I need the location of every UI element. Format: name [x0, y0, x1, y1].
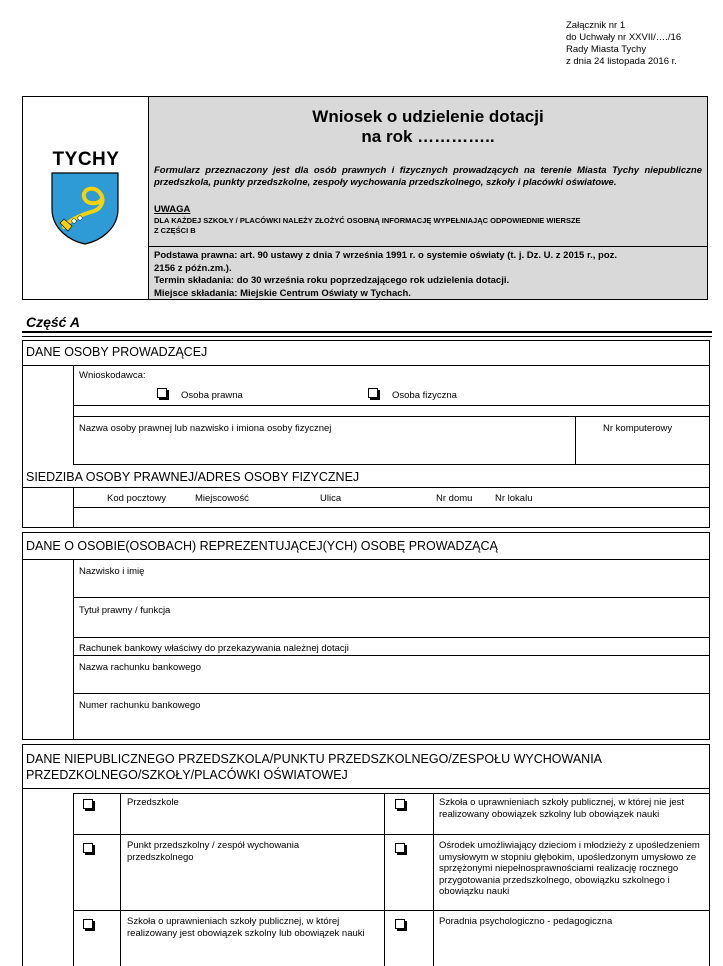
divider: [73, 793, 74, 966]
section-title: DANE O OSOBIE(OSOBACH) REPREZENTUJĄCEJ(YCH) OSOBĘ PROWADZĄCĄ: [26, 539, 498, 553]
name-label: Nazwisko i imię: [79, 566, 145, 577]
logo-cell: [23, 97, 149, 299]
annex-line: Rady Miasta Tychy: [566, 44, 647, 55]
annex-line: Załącznik nr 1: [566, 20, 626, 31]
uwaga-text: DLA KAŻDEJ SZKOŁY / PLACÓWKI NALEŻY ZŁOŻYĆ OSOBNĄ INFORMACJĘ WYPEŁNIAJĄC ODPOWIEDNIE WIERSZE: [154, 216, 581, 225]
basis-line: Podstawa prawna: art. 90 ustawy z dnia 7 września 1991 r. o systemie oświaty (t. j. Dz. U. z 2015 r., poz.: [154, 250, 618, 261]
divider: [73, 559, 74, 740]
operator-name-label: Nazwa osoby prawnej lub nazwisko i imiona osoby fizycznej: [79, 423, 332, 434]
divider: [22, 487, 710, 488]
postal-code-label: Kod pocztowy: [107, 493, 167, 504]
account-name-label: Nazwa rachunku bankowego: [79, 662, 201, 673]
applicant-label: Wnioskodawca:: [79, 370, 146, 381]
city-logo-text: TYCHY: [52, 149, 120, 170]
school-obligation-label: Szkoła o uprawnieniach szkoły publicznej, w której realizowany jest obowiązek szkolny lub obowiązek nauki: [127, 916, 365, 939]
divider: [22, 788, 710, 789]
kindergarten-label: Przedszkole: [127, 797, 179, 808]
section-title: DANE OSOBY PROWADZĄCEJ: [26, 345, 208, 359]
street-label: Ulica: [320, 493, 342, 504]
divider: [73, 793, 710, 794]
section-title: PRZEDZKOLNEGO/SZKOŁY/PLACÓWKI OŚWIATOWEJ: [26, 768, 348, 782]
computer-number-label: Nr komputerowy: [603, 423, 673, 434]
basis-line: 2156 z późn.zm.).: [154, 262, 232, 274]
bank-account-heading: Rachunek bankowy właściwy do przekazywania należnej dotacji: [79, 643, 349, 654]
divider: [73, 637, 710, 638]
form-title: Wniosek o udzielenie dotacji: [312, 107, 544, 126]
divider: [22, 336, 712, 337]
house-number-label: Nr domu: [436, 493, 473, 504]
divider: [73, 405, 710, 406]
special-center-label: Ośrodek umożliwiający dzieciom i młodzieży z upośledzeniem umysłowym w stopniu głębokim, upośledzonym umysłowo ze sprzężonymi niepełnosprawnościami realizację rocznego przygotowania przedszkolnego, obowiązku szkolnego i obowiązku nauki: [439, 840, 700, 897]
section-title: SIEDZIBA OSOBY PRAWNEJ/ADRES OSOBY FIZYCZNEJ: [26, 470, 360, 484]
address-field[interactable]: [73, 507, 710, 528]
deadline-text: Termin składania: do 30 września roku poprzedzającego rok udzielenia dotacji.: [154, 275, 510, 286]
special-center-checkbox[interactable]: [395, 843, 405, 853]
school-obligation-checkbox[interactable]: [83, 919, 93, 929]
legal-basis: [154, 250, 702, 300]
annex-line: z dnia 24 listopada 2016 r.: [566, 56, 677, 67]
legal-person-label: Osoba prawna: [181, 390, 243, 401]
school-no-obligation-checkbox[interactable]: [395, 799, 405, 809]
annex-note: [566, 20, 681, 68]
uwaga-label: UWAGA: [154, 204, 191, 215]
part-a-heading: Część A: [26, 314, 80, 330]
divider: [433, 793, 434, 966]
form-title-year: na rok …………..: [361, 127, 495, 146]
form-header: [22, 96, 708, 300]
form-description: Formularz przeznaczony jest dla osób prawnych i fizycznych prowadzących na terenie Miasta Tychy niepubliczne przedszkola, punkty przedszkolne, zespoły wychowania przedszkolnego, szkoły i placówki oświatowe.: [154, 165, 702, 188]
kindergarten-checkbox[interactable]: [83, 799, 93, 809]
divider: [22, 559, 710, 560]
natural-person-checkbox[interactable]: [368, 388, 378, 398]
divider: [73, 693, 710, 694]
divider: [22, 365, 710, 366]
annex-line: do Uchwały nr XXVII/…./16: [566, 32, 682, 43]
preschool-point-checkbox[interactable]: [83, 843, 93, 853]
legal-person-checkbox[interactable]: [157, 388, 167, 398]
divider: [22, 331, 712, 333]
divider: [73, 597, 710, 598]
city-label: Miejscowość: [195, 493, 249, 504]
divider: [575, 416, 576, 465]
uwaga-text: Z CZĘŚCI B: [154, 226, 196, 235]
preschool-point-label: Punkt przedszkolny / zespół wychowania przedszkolnego: [127, 840, 300, 863]
section-title: DANE NIEPUBLICZNEGO PRZEDSZKOLA/PUNKTU PRZEDSZKOLNEGO/ZESPOŁU WYCHOWANIA: [26, 752, 603, 766]
divider: [73, 834, 710, 835]
legal-title-label: Tytuł prawny / funkcja: [79, 605, 171, 616]
legal-basis-cell: [149, 247, 707, 299]
school-no-obligation-label: Szkoła o uprawnieniach szkoły publicznej, w której nie jest realizowany obowiązek szkolny lub obowiązek nauki: [439, 797, 685, 820]
flat-number-label: Nr lokalu: [495, 493, 533, 504]
divider: [73, 655, 710, 656]
counseling-center-label: Poradnia psychologiczno - pedagogiczna: [439, 916, 613, 927]
counseling-center-checkbox[interactable]: [395, 919, 405, 929]
divider: [73, 910, 710, 911]
divider: [384, 793, 385, 966]
place-text: Miejsce składania: Miejskie Centrum Oświaty w Tychach.: [154, 287, 411, 299]
header-title-cell: [149, 97, 707, 247]
city-coat-of-arms-icon: [50, 171, 120, 245]
account-number-label: Numer rachunku bankowego: [79, 700, 201, 711]
natural-person-label: Osoba fizyczna: [392, 390, 457, 401]
divider: [120, 793, 121, 966]
